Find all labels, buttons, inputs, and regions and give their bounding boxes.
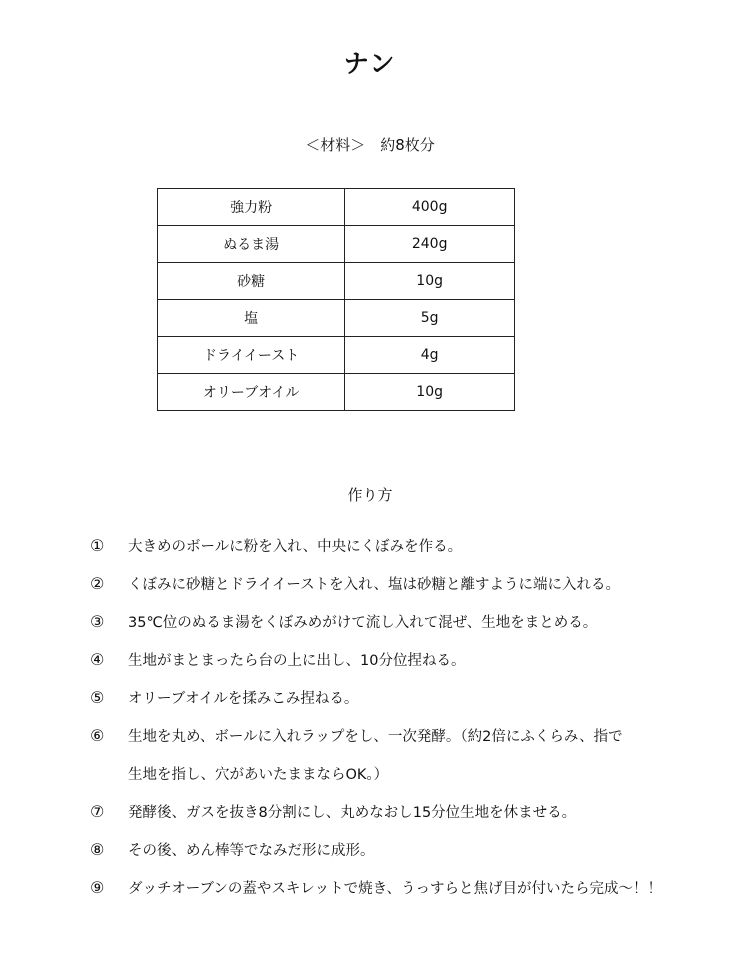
step-text: 生地がまとまったら台の上に出し、10分位捏ねる。: [128, 653, 466, 669]
method-heading: 作り方: [347, 486, 393, 504]
step-text-continued: 生地を指し、穴があいたままならOK。）: [128, 767, 389, 783]
ingredient-name: ドライイースト: [158, 337, 345, 374]
ingredient-name: ぬるま湯: [158, 226, 345, 263]
step-number: ⑤: [90, 688, 105, 707]
step-text: オリーブオイルを揉みこみ捏ねる。: [128, 691, 359, 707]
step-text: その後、めん棒等でなみだ形に成形。: [128, 843, 375, 859]
materials-heading: ＜材料＞ 約8枚分: [305, 136, 435, 154]
table-row: [158, 263, 515, 300]
steps-list: [90, 536, 730, 916]
ingredient-amount: 10g: [345, 263, 515, 300]
step-number: ⑨: [90, 878, 105, 897]
ingredients-table: [157, 188, 515, 411]
list-item: [90, 726, 730, 786]
page-title: ナン: [343, 49, 397, 78]
step-number: ①: [90, 536, 105, 555]
step-text: 大きめのボールに粉を入れ、中央にくぼみを作る。: [128, 539, 463, 555]
list-item: [90, 802, 730, 824]
step-number: ⑥: [90, 726, 105, 745]
table-row: [158, 300, 515, 337]
step-text: ダッチオーブンの蓋やスキレットで焼き、うっすらと焦げ目が付いたら完成～！！: [128, 881, 663, 897]
table-row: [158, 226, 515, 263]
ingredient-amount: 4g: [345, 337, 515, 374]
list-item: [90, 536, 730, 558]
list-item: [90, 878, 730, 900]
list-item: [90, 650, 730, 672]
ingredient-amount: 400g: [345, 189, 515, 226]
step-number: ②: [90, 574, 105, 593]
list-item: [90, 840, 730, 862]
ingredient-name: オリーブオイル: [158, 374, 345, 411]
ingredient-name: 強力粉: [158, 189, 345, 226]
step-number: ⑧: [90, 840, 105, 859]
step-text: 35℃位のぬるま湯をくぼみめがけて流し入れて混ぜ、生地をまとめる。: [128, 615, 598, 631]
list-item: [90, 612, 730, 634]
ingredient-amount: 5g: [345, 300, 515, 337]
list-item: [90, 688, 730, 710]
table-row: [158, 189, 515, 226]
step-number: ⑦: [90, 802, 105, 821]
table-row: [158, 374, 515, 411]
step-text: 生地を丸め、ボールに入れラップをし、一次発酵。（約2倍にふくらみ、指で: [128, 729, 623, 745]
list-item: [90, 574, 730, 596]
step-number: ③: [90, 612, 105, 631]
step-text: 発酵後、ガスを抜き8分割にし、丸めなおし15分位生地を休ませる。: [128, 805, 577, 821]
ingredient-name: 砂糖: [158, 263, 345, 300]
ingredient-amount: 240g: [345, 226, 515, 263]
step-number: ④: [90, 650, 105, 669]
ingredient-name: 塩: [158, 300, 345, 337]
step-text: くぼみに砂糖とドライイーストを入れ、塩は砂糖と離すように端に入れる。: [128, 577, 620, 593]
ingredient-amount: 10g: [345, 374, 515, 411]
table-row: [158, 337, 515, 374]
